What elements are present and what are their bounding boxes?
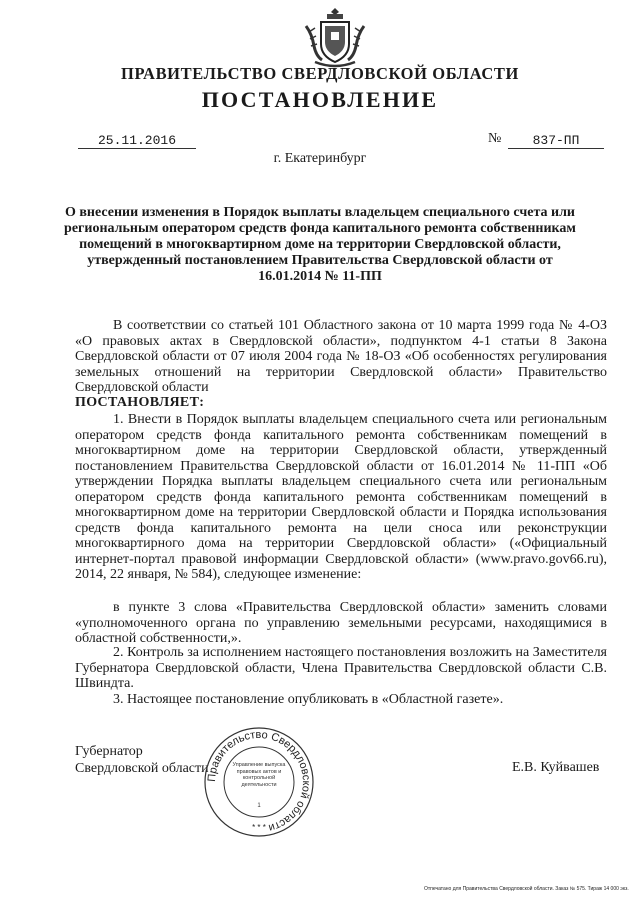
item-1-paragraph: 1. Внести в Порядок выплаты владельцем специального счета или региональным оператором средств фонда капитального ремонта собственникам помещений в многоквартирном доме на территории Свердловской области, утвержденный постановлением Правительства Свердловской области от 16.01.2014 № 11-ПП «Об утверждении Порядка выплаты владельцем специального счета или региональным оператором средств фонда капитального ремонта собственникам помещений в многоквартирном доме на территории Свердловской области и Порядка использования средств фонда капитального ремонта на цели сноса или реконструкции многоквартирного дома на территории Свердловской области» («Официальный интернет-портал правовой информации Свердловской области» (www.pravo.gov66.ru), 2014, 22 января, № 584), следующее изменение:: [75, 412, 607, 582]
print-footer: Отпечатано для Правительства Свердловской области. Заказ № 575. Тираж 14 000 экз.: [424, 886, 629, 892]
document-title: О внесении изменения в Порядок выплаты владельцем специального счета или региональным оператором средств фонда капитального ремонта собственникам помещений в многоквартирном доме на территории Свердловской области, утвержденный постановлением Правительства Свердловской области от 16.01.2014 № 11-ПП: [64, 205, 576, 284]
signatory-name: Е.В. Куйвашев: [512, 760, 600, 775]
seal-center-text: Управление выпуска правовых актов и контрольной деятельности: [232, 762, 286, 788]
seal-ring-text: Правительство Свердловской области: [205, 728, 313, 834]
seal-stars: * * *: [252, 823, 266, 832]
signatory-title-line-1: Губернатор: [75, 744, 143, 759]
preamble-paragraph: В соответствии со статьей 101 Областного закона от 10 марта 1999 года № 4-ОЗ «О правовых актах в Свердловской области», подпунктом 4-1 статьи 8 Закона Свердловской области от 07 июля 2004 года № 18-ОЗ «Об особенностях регулирования земельных отношений на территории Свердловской области» Правительство Свердловской области: [75, 318, 607, 395]
signatory-title: [75, 743, 209, 777]
document-number: 837-ПП: [508, 133, 604, 149]
coat-of-arms-emblem: [301, 6, 369, 68]
document-number-label: №: [488, 131, 502, 146]
document-city: г. Екатеринбург: [273, 151, 367, 166]
item-2-paragraph: 2. Контроль за исполнением настоящего постановления возложить на Заместителя Губернатора Свердловской области, Члена Правительства Свердловской области С.В. Швиндта.: [75, 645, 607, 691]
government-name: ПРАВИТЕЛЬСТВО СВЕРДЛОВСКОЙ ОБЛАСТИ: [121, 64, 519, 83]
document-date: 25.11.2016: [78, 133, 196, 149]
signatory-title-line-2: Свердловской области: [75, 761, 209, 776]
item-3-paragraph: 3. Настоящее постановление опубликовать в «Областной газете».: [113, 692, 504, 707]
decree-heading: ПОСТАНОВЛЯЕТ:: [75, 395, 205, 410]
amendment-paragraph: в пункте 3 слова «Правительства Свердловской области» заменить словами «уполномоченного органа по управлению земельными ресурсами, находящимися в областной собственности,».: [75, 600, 607, 646]
document-type: ПОСТАНОВЛЕНИЕ: [201, 87, 439, 112]
seal-number: 1: [257, 803, 261, 809]
